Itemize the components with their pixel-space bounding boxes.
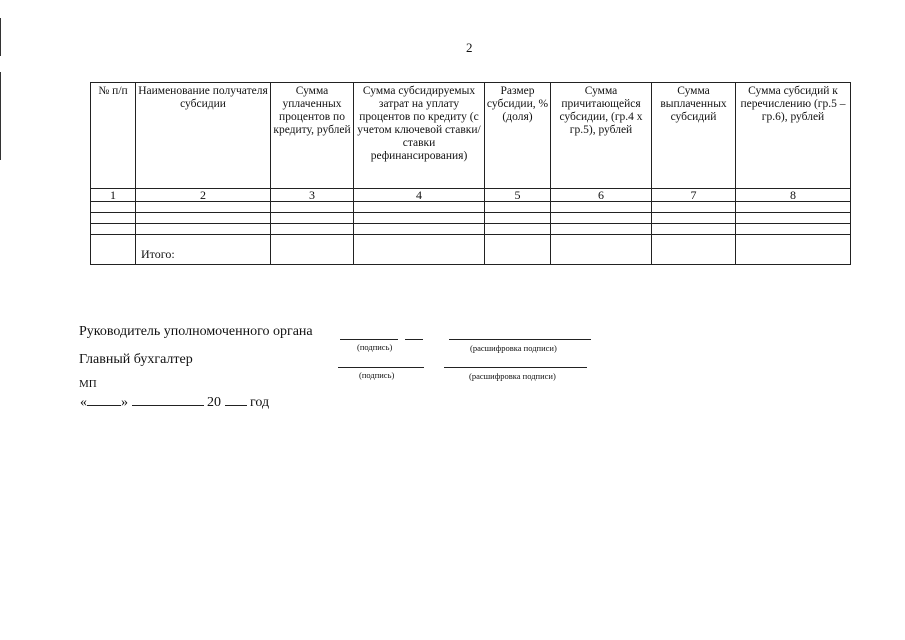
column-number: 8 [736, 189, 851, 202]
column-number: 7 [652, 189, 736, 202]
year-blank[interactable] [225, 393, 247, 406]
column-number: 1 [91, 189, 136, 202]
head-title: Руководитель уполномоченного органа [79, 324, 313, 339]
subsidy-table [90, 82, 851, 265]
accountant-signature-caption: (подпись) [359, 370, 395, 380]
header-number: № п/п [91, 83, 136, 189]
header-paid-subsidies: Сумма выплаченных субсидий [652, 83, 736, 189]
column-number: 2 [136, 189, 271, 202]
head-signature-line-extra [405, 339, 423, 340]
column-number-row [91, 189, 851, 202]
header-due-subsidy: Сумма причитающейся субсидии, (гр.4 х гр.5), рублей [551, 83, 652, 189]
header-subsidized-costs: Сумма субсидируемых затрат на уплату процентов по кредиту (с учетом ключевой ставки/ставки рефинансирования) [354, 83, 485, 189]
stamp-place-label: МП [79, 378, 97, 390]
date-open-quote: « [80, 395, 87, 410]
header-paid-interest: Сумма уплаченных процентов по кредиту, рублей [271, 83, 354, 189]
accountant-decoding-caption: (расшифровка подписи) [469, 371, 556, 381]
date-line [80, 393, 269, 411]
day-blank[interactable] [87, 393, 121, 406]
total-row [91, 235, 851, 265]
head-decoding-line [449, 339, 591, 340]
year-prefix: 20 [207, 395, 221, 410]
page-edge-mark-top [0, 18, 1, 56]
year-suffix: год [250, 395, 270, 410]
head-signature-caption: (подпись) [357, 342, 393, 352]
header-recipient-name: Наименование получателя субсидии [136, 83, 271, 189]
page-edge-mark-bottom [0, 72, 1, 160]
table-row [91, 224, 851, 235]
accountant-signature-line [338, 367, 424, 368]
header-subsidy-to-transfer: Сумма субсидий к перечислению (гр.5 – гр.6), рублей [736, 83, 851, 189]
table-row [91, 202, 851, 213]
column-number: 4 [354, 189, 485, 202]
total-label: Итого: [141, 247, 175, 261]
head-decoding-caption: (расшифровка подписи) [470, 343, 557, 353]
page-number: 2 [466, 40, 473, 55]
column-number: 3 [271, 189, 354, 202]
accountant-title: Главный бухгалтер [79, 352, 193, 367]
accountant-decoding-line [444, 367, 587, 368]
column-number: 5 [485, 189, 551, 202]
head-signature-line [340, 339, 398, 340]
header-subsidy-rate: Размер субсидии, % (доля) [485, 83, 551, 189]
column-number: 6 [551, 189, 652, 202]
month-blank[interactable] [132, 393, 204, 406]
table-header-row [91, 83, 851, 189]
table-row [91, 213, 851, 224]
date-close-quote: » [121, 395, 128, 410]
